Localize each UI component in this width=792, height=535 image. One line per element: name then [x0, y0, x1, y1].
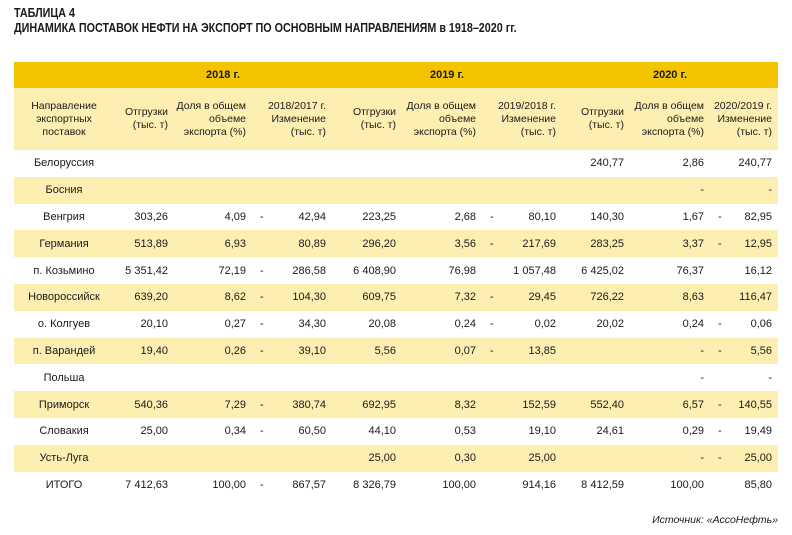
- change-value: 19,49: [744, 425, 772, 438]
- shipments-cell: [114, 364, 174, 391]
- share-cell: 3,37: [630, 230, 710, 257]
- table-row: [14, 445, 778, 472]
- shipments-cell: [114, 177, 174, 204]
- change-sign: -: [490, 344, 494, 357]
- share-cell: 0,24: [630, 311, 710, 338]
- header-change-2019: 2019/2018 г. Изменение (тыс. т): [482, 88, 562, 150]
- change-sign: -: [718, 318, 722, 331]
- shipments-cell: 639,20: [114, 284, 174, 311]
- shipments-cell: 540,36: [114, 391, 174, 418]
- change-cell: [252, 177, 332, 204]
- change-cell: [710, 472, 778, 499]
- shipments-cell: 8 412,59: [562, 472, 630, 499]
- change-sign: -: [260, 318, 264, 331]
- change-sign: -: [718, 344, 722, 357]
- share-cell: [174, 177, 252, 204]
- change-sign: -: [260, 478, 264, 491]
- change-value: 25,00: [744, 452, 772, 465]
- direction-cell: п. Козьмино: [14, 257, 114, 284]
- share-cell: [402, 150, 482, 177]
- table-row: [14, 418, 778, 445]
- change-cell: [252, 364, 332, 391]
- share-cell: 0,07: [402, 338, 482, 365]
- shipments-cell: [562, 338, 630, 365]
- direction-cell: Приморск: [14, 391, 114, 418]
- year-2018: 2018 г.: [114, 62, 332, 88]
- direction-cell: Белоруссия: [14, 150, 114, 177]
- change-value: 13,85: [528, 344, 556, 357]
- change-cell: [710, 311, 778, 338]
- change-sign: -: [718, 237, 722, 250]
- change-cell: [482, 338, 562, 365]
- change-cell: [482, 177, 562, 204]
- share-cell: 100,00: [402, 472, 482, 499]
- table-row: [14, 150, 778, 177]
- change-cell: [710, 150, 778, 177]
- share-cell: 76,37: [630, 257, 710, 284]
- table-row: [14, 257, 778, 284]
- change-value: 140,55: [738, 398, 772, 411]
- change-sign: -: [260, 264, 264, 277]
- share-cell: 1,67: [630, 204, 710, 231]
- shipments-cell: 513,89: [114, 230, 174, 257]
- share-cell: 6,93: [174, 230, 252, 257]
- shipments-cell: 20,10: [114, 311, 174, 338]
- shipments-cell: 8 326,79: [332, 472, 402, 499]
- share-cell: 0,34: [174, 418, 252, 445]
- year-2020: 2020 г.: [562, 62, 778, 88]
- share-cell: -: [630, 364, 710, 391]
- shipments-cell: 240,77: [562, 150, 630, 177]
- share-cell: 6,57: [630, 391, 710, 418]
- change-cell: [710, 177, 778, 204]
- shipments-cell: 726,22: [562, 284, 630, 311]
- change-value: -: [768, 184, 772, 197]
- source-note: Источник: «АссоНефть»: [652, 514, 778, 526]
- share-cell: 72,19: [174, 257, 252, 284]
- shipments-cell: 25,00: [114, 418, 174, 445]
- change-value: 217,69: [522, 237, 556, 250]
- change-cell: [252, 338, 332, 365]
- shipments-cell: 6 408,90: [332, 257, 402, 284]
- change-sign: -: [490, 210, 494, 223]
- change-sign: -: [260, 344, 264, 357]
- change-sign: -: [718, 425, 722, 438]
- shipments-cell: [562, 364, 630, 391]
- share-cell: 0,24: [402, 311, 482, 338]
- shipments-cell: 552,40: [562, 391, 630, 418]
- change-cell: [252, 311, 332, 338]
- change-value: 29,45: [528, 291, 556, 304]
- change-value: 16,12: [744, 264, 772, 277]
- change-cell: [252, 284, 332, 311]
- change-value: 80,89: [298, 237, 326, 250]
- change-cell: [252, 445, 332, 472]
- column-header-row: [14, 88, 778, 150]
- change-value: 82,95: [744, 210, 772, 223]
- table-row: [14, 338, 778, 365]
- change-cell: [710, 204, 778, 231]
- change-value: 116,47: [739, 291, 772, 304]
- table-row: [14, 311, 778, 338]
- shipments-cell: 692,95: [332, 391, 402, 418]
- share-cell: 100,00: [174, 472, 252, 499]
- change-value: 80,10: [528, 210, 556, 223]
- shipments-cell: 283,25: [562, 230, 630, 257]
- change-cell: [710, 230, 778, 257]
- shipments-cell: 25,00: [332, 445, 402, 472]
- change-cell: [710, 257, 778, 284]
- change-cell: [482, 150, 562, 177]
- share-cell: 8,32: [402, 391, 482, 418]
- share-cell: [174, 150, 252, 177]
- change-cell: [710, 338, 778, 365]
- change-cell: [252, 418, 332, 445]
- share-cell: -: [630, 338, 710, 365]
- header-direction: Направление экспортных поставок: [14, 88, 114, 150]
- change-value: 286,58: [292, 264, 326, 277]
- table-row: [14, 177, 778, 204]
- change-cell: [252, 472, 332, 499]
- change-cell: [482, 418, 562, 445]
- header-share-2018: Доля в общем объеме экспорта (%): [174, 88, 252, 150]
- change-sign: -: [718, 210, 722, 223]
- change-cell: [252, 150, 332, 177]
- change-value: 240,77: [738, 157, 772, 170]
- change-value: 5,56: [750, 344, 772, 357]
- table-row: [14, 204, 778, 231]
- change-value: 0,02: [534, 318, 556, 331]
- change-value: 34,30: [298, 318, 326, 331]
- change-value: 39,10: [298, 344, 326, 357]
- change-cell: [252, 230, 332, 257]
- change-cell: [252, 257, 332, 284]
- change-value: 60,50: [298, 425, 326, 438]
- change-sign: -: [490, 318, 494, 331]
- change-cell: [482, 284, 562, 311]
- share-cell: 4,09: [174, 204, 252, 231]
- change-value: 104,30: [292, 291, 326, 304]
- share-cell: 3,56: [402, 230, 482, 257]
- shipments-cell: 5 351,42: [114, 257, 174, 284]
- shipments-cell: 44,10: [332, 418, 402, 445]
- change-sign: -: [260, 398, 264, 411]
- change-value: 1 057,48: [513, 264, 556, 277]
- change-value: 85,80: [744, 478, 772, 491]
- shipments-cell: [332, 364, 402, 391]
- change-sign: -: [260, 210, 264, 223]
- shipments-cell: 19,40: [114, 338, 174, 365]
- table-body: [14, 150, 778, 498]
- share-cell: 2,86: [630, 150, 710, 177]
- change-sign: -: [490, 237, 494, 250]
- change-value: 12,95: [744, 237, 772, 250]
- change-cell: [482, 311, 562, 338]
- share-cell: 0,30: [402, 445, 482, 472]
- table-row: [14, 391, 778, 418]
- year-2019: 2019 г.: [332, 62, 562, 88]
- direction-cell: Босния: [14, 177, 114, 204]
- change-cell: [252, 204, 332, 231]
- table-title: [14, 6, 517, 36]
- header-change-2020: 2020/2019 г. Изменение (тыс. т): [710, 88, 778, 150]
- shipments-cell: 20,02: [562, 311, 630, 338]
- share-cell: -: [630, 445, 710, 472]
- change-cell: [482, 445, 562, 472]
- share-cell: 0,29: [630, 418, 710, 445]
- table-row: [14, 364, 778, 391]
- change-value: 914,16: [522, 478, 556, 491]
- share-cell: [402, 364, 482, 391]
- change-cell: [710, 284, 778, 311]
- share-cell: [402, 177, 482, 204]
- direction-cell: Усть-Луга: [14, 445, 114, 472]
- change-sign: -: [260, 425, 264, 438]
- header-shipments-2019: Отгрузки (тыс. т): [332, 88, 402, 150]
- direction-cell: Новороссийск: [14, 284, 114, 311]
- direction-cell: Польша: [14, 364, 114, 391]
- share-cell: 0,27: [174, 311, 252, 338]
- direction-cell: п. Варандей: [14, 338, 114, 365]
- change-value: 867,57: [292, 478, 326, 491]
- change-value: 152,59: [522, 398, 556, 411]
- share-cell: [174, 364, 252, 391]
- shipments-cell: 5,56: [332, 338, 402, 365]
- header-share-2019: Доля в общем объеме экспорта (%): [402, 88, 482, 150]
- direction-cell: Словакия: [14, 418, 114, 445]
- change-cell: [710, 364, 778, 391]
- change-cell: [710, 445, 778, 472]
- shipments-cell: [114, 150, 174, 177]
- share-cell: 2,68: [402, 204, 482, 231]
- share-cell: [174, 445, 252, 472]
- table-row: [14, 284, 778, 311]
- header-shipments-2018: Отгрузки (тыс. т): [114, 88, 174, 150]
- header-share-2020: Доля в общем объеме экспорта (%): [630, 88, 710, 150]
- shipments-cell: [562, 177, 630, 204]
- share-cell: 0,26: [174, 338, 252, 365]
- table-number: ТАБЛИЦА 4: [14, 6, 75, 20]
- change-value: 0,06: [750, 318, 772, 331]
- change-sign: -: [490, 291, 494, 304]
- table-caption: ДИНАМИКА ПОСТАВОК НЕФТИ НА ЭКСПОРТ ПО ОСНОВНЫМ НАПРАВЛЕНИЯМ в 1918–2020 гг.: [14, 21, 517, 35]
- change-value: -: [768, 371, 772, 384]
- shipments-cell: 7 412,63: [114, 472, 174, 499]
- year-header-row: [14, 62, 778, 88]
- change-cell: [482, 230, 562, 257]
- share-cell: -: [630, 177, 710, 204]
- change-cell: [482, 257, 562, 284]
- share-cell: 8,62: [174, 284, 252, 311]
- direction-cell: Венгрия: [14, 204, 114, 231]
- direction-cell: Германия: [14, 230, 114, 257]
- share-cell: 7,29: [174, 391, 252, 418]
- change-value: 25,00: [528, 452, 556, 465]
- change-value: 19,10: [528, 425, 556, 438]
- header-shipments-2020: Отгрузки (тыс. т): [562, 88, 630, 150]
- shipments-cell: [332, 150, 402, 177]
- change-value: 42,94: [298, 210, 326, 223]
- share-cell: 7,32: [402, 284, 482, 311]
- shipments-cell: 609,75: [332, 284, 402, 311]
- change-cell: [710, 391, 778, 418]
- change-cell: [482, 204, 562, 231]
- shipments-cell: 296,20: [332, 230, 402, 257]
- shipments-cell: 140,30: [562, 204, 630, 231]
- change-cell: [482, 472, 562, 499]
- shipments-cell: 223,25: [332, 204, 402, 231]
- change-value: 380,74: [292, 398, 326, 411]
- change-sign: -: [260, 291, 264, 304]
- share-cell: 100,00: [630, 472, 710, 499]
- share-cell: 8,63: [630, 284, 710, 311]
- oil-export-table: [14, 62, 778, 498]
- shipments-cell: 20,08: [332, 311, 402, 338]
- change-sign: -: [718, 452, 722, 465]
- change-cell: [252, 391, 332, 418]
- header-change-2018: 2018/2017 г. Изменение (тыс. т): [252, 88, 332, 150]
- change-cell: [482, 364, 562, 391]
- change-cell: [710, 418, 778, 445]
- shipments-cell: 303,26: [114, 204, 174, 231]
- share-cell: 0,53: [402, 418, 482, 445]
- share-cell: 76,98: [402, 257, 482, 284]
- table-row: [14, 230, 778, 257]
- total-row: [14, 472, 778, 499]
- shipments-cell: 6 425,02: [562, 257, 630, 284]
- shipments-cell: [114, 445, 174, 472]
- shipments-cell: [562, 445, 630, 472]
- change-cell: [482, 391, 562, 418]
- direction-cell: ИТОГО: [14, 472, 114, 499]
- shipments-cell: [332, 177, 402, 204]
- change-sign: -: [718, 398, 722, 411]
- direction-cell: о. Колгуев: [14, 311, 114, 338]
- shipments-cell: 24,61: [562, 418, 630, 445]
